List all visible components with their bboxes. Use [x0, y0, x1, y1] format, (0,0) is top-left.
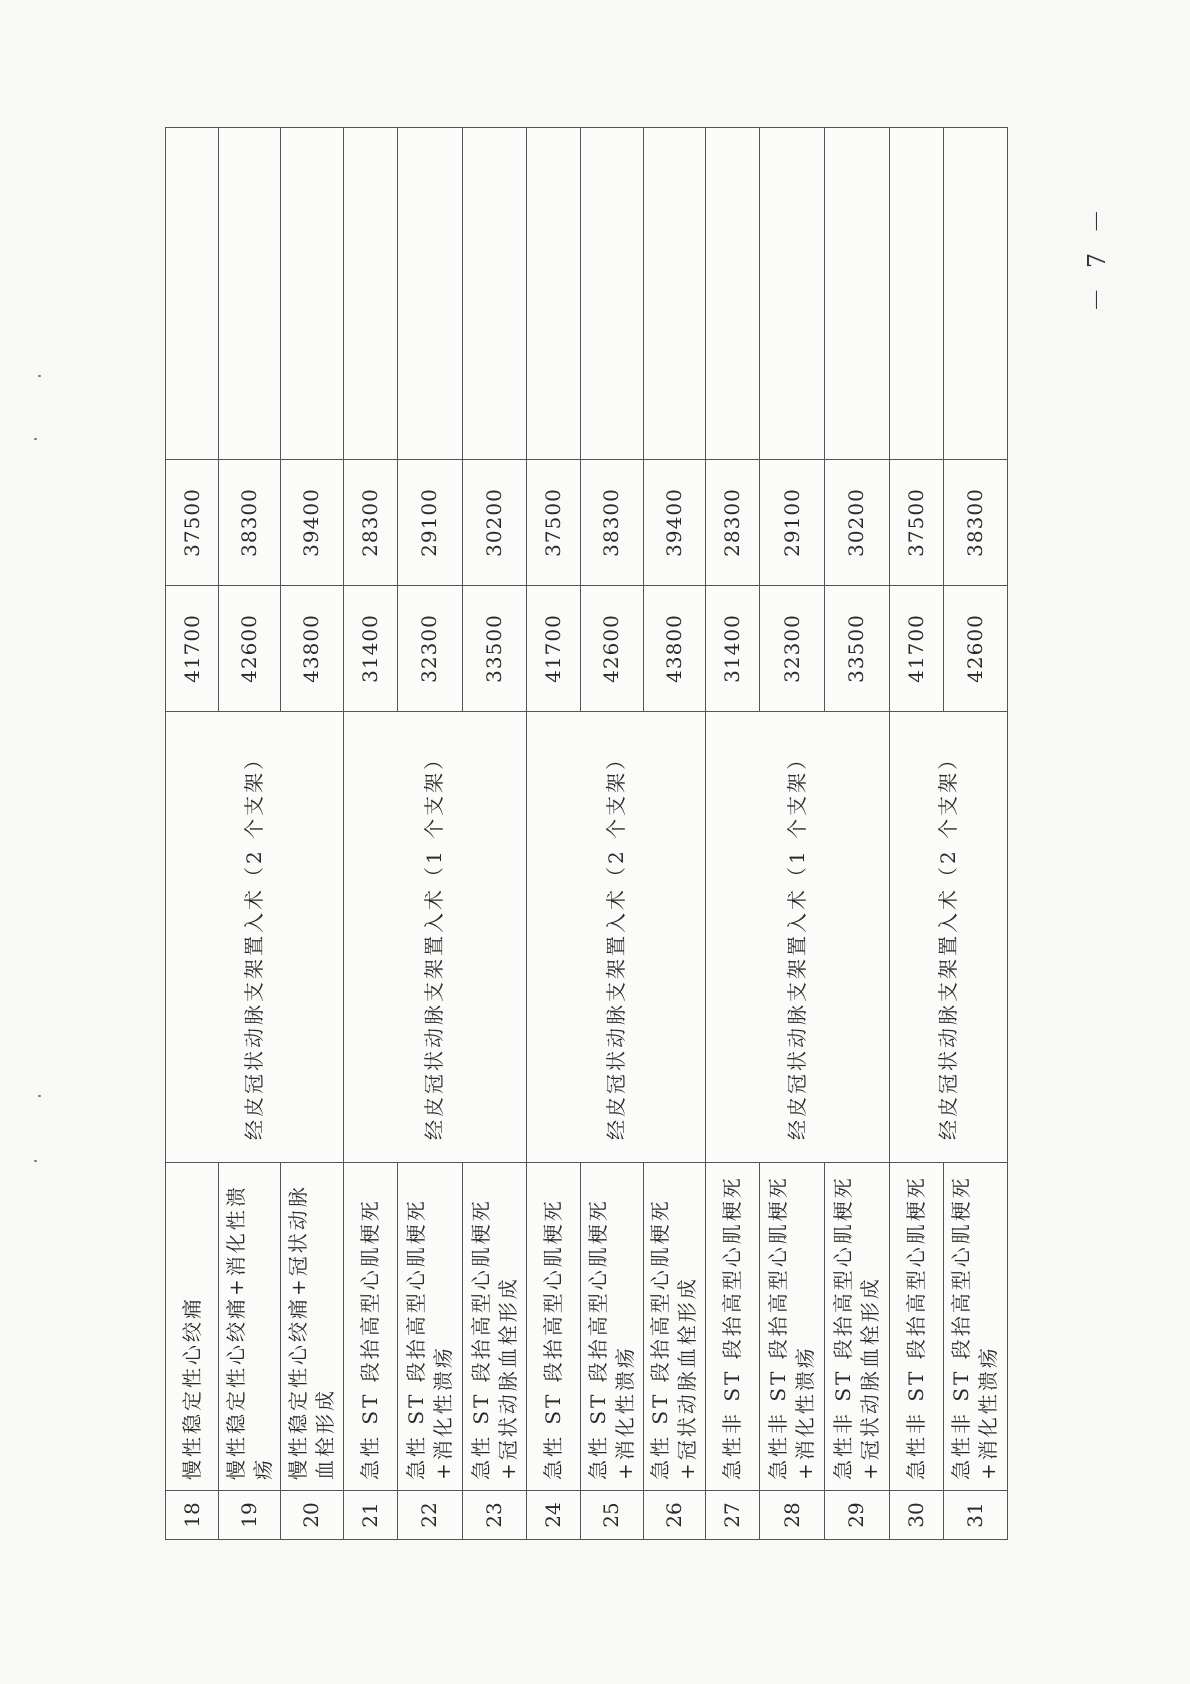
diagnosis-cell: 急性 ST 段抬高型心肌梗死: [527, 1163, 581, 1491]
empty-cell: [527, 128, 581, 460]
row-number: 25: [581, 1491, 643, 1540]
value-cell-2: 29100: [397, 460, 462, 586]
table-row: [705, 128, 759, 1540]
value-cell-2: 38300: [581, 460, 643, 586]
row-number: 21: [343, 1491, 397, 1540]
value-cell-1: 41700: [166, 586, 219, 712]
row-number: 20: [281, 1491, 343, 1540]
empty-cell: [166, 128, 219, 460]
empty-cell: [462, 128, 526, 460]
value-cell-1: 42600: [943, 586, 1007, 712]
scan-speck: [38, 375, 41, 377]
scan-speck: [38, 1095, 41, 1097]
empty-cell: [889, 128, 943, 460]
row-number: 26: [643, 1491, 705, 1540]
fee-table: [165, 127, 1008, 1540]
diagnosis-cell: 急性非 ST 段抬高型心肌梗死+消化性溃疡: [943, 1163, 1007, 1491]
value-cell-1: 41700: [527, 586, 581, 712]
procedure-cell: 经皮冠状动脉支架置入术（2 个支架）: [889, 712, 1007, 1163]
row-number: 23: [462, 1491, 526, 1540]
empty-cell: [281, 128, 343, 460]
row-number: 29: [825, 1491, 889, 1540]
table-row: [166, 128, 219, 1540]
value-cell-1: 43800: [643, 586, 705, 712]
empty-cell: [397, 128, 462, 460]
value-cell-2: 30200: [825, 460, 889, 586]
value-cell-1: 32300: [759, 586, 824, 712]
empty-cell: [759, 128, 824, 460]
diagnosis-cell: 急性非 ST 段抬高型心肌梗死+冠状动脉血栓形成: [825, 1163, 889, 1491]
value-cell-1: 43800: [281, 586, 343, 712]
scan-speck: [34, 1160, 37, 1162]
row-number: 31: [943, 1491, 1007, 1540]
rotated-table-container: [165, 128, 1008, 1540]
empty-cell: [705, 128, 759, 460]
value-cell-2: 39400: [281, 460, 343, 586]
empty-cell: [825, 128, 889, 460]
table-row: [889, 128, 943, 1540]
empty-cell: [643, 128, 705, 460]
empty-cell: [219, 128, 281, 460]
value-cell-1: 42600: [581, 586, 643, 712]
value-cell-2: 38300: [943, 460, 1007, 586]
diagnosis-cell: 急性 ST 段抬高型心肌梗死+消化性溃疡: [581, 1163, 643, 1491]
row-number: 22: [397, 1491, 462, 1540]
value-cell-1: 33500: [462, 586, 526, 712]
value-cell-2: 38300: [219, 460, 281, 586]
empty-cell: [343, 128, 397, 460]
value-cell-1: 33500: [825, 586, 889, 712]
table-row: [527, 128, 581, 1540]
value-cell-2: 37500: [527, 460, 581, 586]
diagnosis-cell: 慢性稳定性心绞痛+冠状动脉血栓形成: [281, 1163, 343, 1491]
diagnosis-cell: 急性非 ST 段抬高型心肌梗死: [889, 1163, 943, 1491]
value-cell-1: 32300: [397, 586, 462, 712]
diagnosis-cell: 急性 ST 段抬高型心肌梗死+冠状动脉血栓形成: [643, 1163, 705, 1491]
row-number: 30: [889, 1491, 943, 1540]
diagnosis-cell: 急性 ST 段抬高型心肌梗死+消化性溃疡: [397, 1163, 462, 1491]
diagnosis-cell: 急性 ST 段抬高型心肌梗死: [343, 1163, 397, 1491]
page-number: － 7 －: [1082, 203, 1111, 312]
value-cell-1: 31400: [705, 586, 759, 712]
value-cell-2: 30200: [462, 460, 526, 586]
diagnosis-cell: 急性 ST 段抬高型心肌梗死+冠状动脉血栓形成: [462, 1163, 526, 1491]
value-cell-1: 42600: [219, 586, 281, 712]
procedure-cell: 经皮冠状动脉支架置入术（2 个支架）: [527, 712, 706, 1163]
diagnosis-cell: 慢性稳定性心绞痛+消化性溃疡: [219, 1163, 281, 1491]
value-cell-1: 31400: [343, 586, 397, 712]
row-number: 24: [527, 1491, 581, 1540]
row-number: 18: [166, 1491, 219, 1540]
procedure-cell: 经皮冠状动脉支架置入术（1 个支架）: [705, 712, 889, 1163]
value-cell-2: 29100: [759, 460, 824, 586]
procedure-cell: 经皮冠状动脉支架置入术（1 个支架）: [343, 712, 527, 1163]
value-cell-2: 28300: [343, 460, 397, 586]
row-number: 28: [759, 1491, 824, 1540]
diagnosis-cell: 急性非 ST 段抬高型心肌梗死: [705, 1163, 759, 1491]
value-cell-2: 37500: [889, 460, 943, 586]
table-row: [343, 128, 397, 1540]
value-cell-2: 37500: [166, 460, 219, 586]
value-cell-2: 39400: [643, 460, 705, 586]
value-cell-1: 41700: [889, 586, 943, 712]
empty-cell: [581, 128, 643, 460]
value-cell-2: 28300: [705, 460, 759, 586]
row-number: 19: [219, 1491, 281, 1540]
scan-speck: [34, 438, 37, 440]
row-number: 27: [705, 1491, 759, 1540]
empty-cell: [943, 128, 1007, 460]
procedure-cell: 经皮冠状动脉支架置入术（2 个支架）: [166, 712, 344, 1163]
diagnosis-cell: 急性非 ST 段抬高型心肌梗死+消化性溃疡: [759, 1163, 824, 1491]
diagnosis-cell: 慢性稳定性心绞痛: [166, 1163, 219, 1491]
